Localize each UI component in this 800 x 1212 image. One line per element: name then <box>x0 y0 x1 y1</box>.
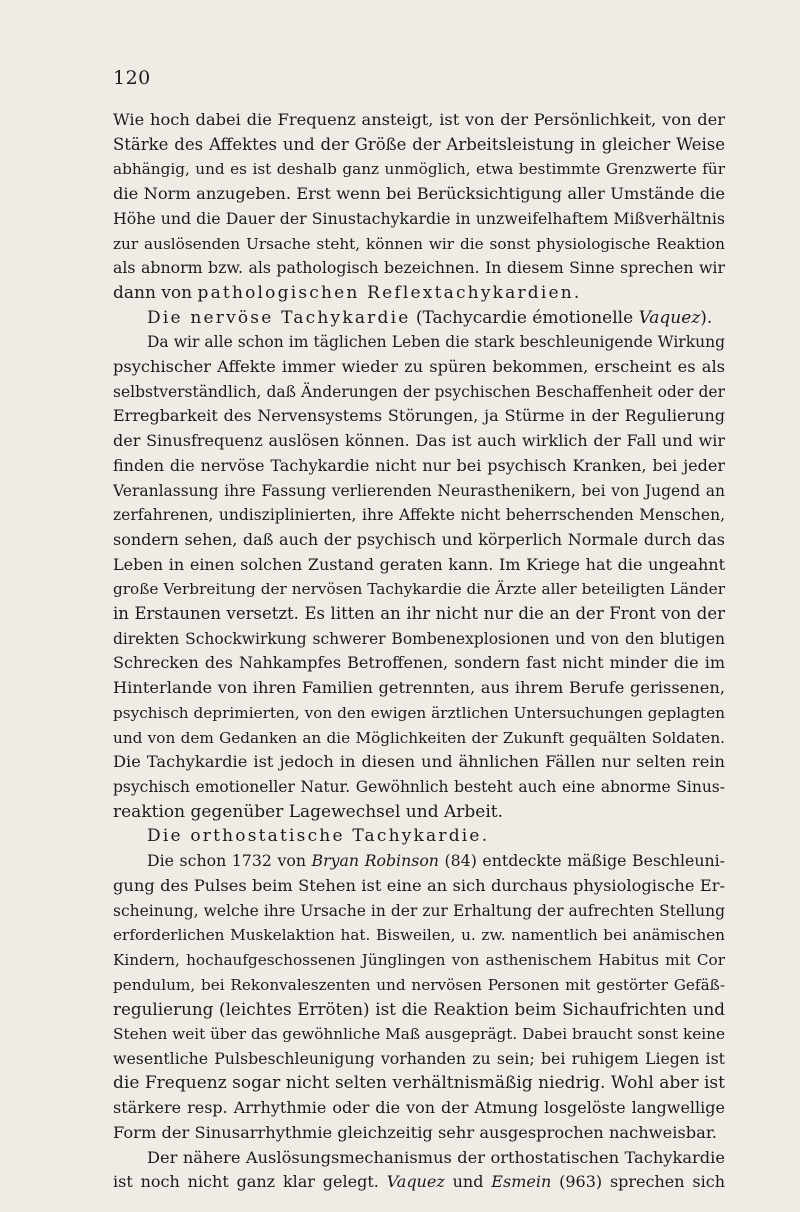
text-line: Stehen weit über das gewöhnliche Maß ausgeprägt. Dabei braucht sonst keine <box>113 1025 725 1044</box>
text-line: die Frequenz sogar nicht selten verhältnismäßig niedrig. Wohl aber ist <box>113 1073 725 1094</box>
text-line: Wie hoch dabei die Frequenz ansteigt, ist von der Persönlichkeit, von der <box>113 110 725 129</box>
page-number: 120 <box>113 67 151 89</box>
text-line: Veranlassung ihre Fassung verlierenden Neurasthenikern, bei von Jugend an <box>113 481 725 500</box>
text-line: gung des Pulses beim Stehen ist eine an sich durchaus physiologische Er- <box>113 875 725 895</box>
text-line: Hinterlande von ihren Familien getrennten, aus ihrem Berufe gerissenen, <box>113 678 725 698</box>
text-line: als abnorm bzw. als pathologisch bezeichnen. In diesem Sinne sprechen wir <box>113 258 725 278</box>
section-heading-orthostatic-tachycardia: Die orthostatische Tachykardie. <box>147 826 488 847</box>
text-line: psychisch emotioneller Natur. Gewöhnlich besteht auch eine abnorme Sinus- <box>113 777 725 796</box>
section-heading-nervous-tachycardia: Die nervöse Tachykardie (Tachycardie émotionelle Vaquez). <box>147 307 713 328</box>
text-line: scheinung, welche ihre Ursache in der zur Erhaltung der aufrechten Stellung <box>113 901 725 920</box>
text-line: die Norm anzugeben. Erst wenn bei Berücksichtigung aller Umstände die <box>113 184 725 204</box>
text-line: sondern sehen, daß auch der psychisch und körperlich Normale durch das <box>113 529 725 549</box>
author-name: Esmein <box>491 1172 552 1192</box>
text-line: psychischer Affekte immer wieder zu spüren bekommen, erscheint es als <box>113 357 725 377</box>
text-line: Erregbarkeit des Nervensystems Störungen, ja Stürme in der Regulierung <box>113 406 725 426</box>
text-line: zerfahrenen, undisziplinierten, ihre Affekte nicht beherrschenden Menschen, <box>113 506 725 525</box>
text-line: Da wir alle schon im täglichen Leben die stark beschleunigende Wirkung <box>147 333 725 352</box>
text-line: abhängig, und es ist deshalb ganz unmöglich, etwa bestimmte Grenzwerte für <box>113 160 725 179</box>
text-line: selbstverständlich, daß Änderungen der psychischen Beschaffenheit oder der <box>113 382 725 401</box>
emphasized-term: pathologischen Reflextachykardien <box>197 282 574 303</box>
author-name: Bryan Robinson <box>311 851 439 871</box>
text-line: Kindern, hochaufgeschossenen Jünglingen von asthenischem Habitus mit Cor <box>113 950 725 969</box>
author-name: Vaquez <box>638 307 701 328</box>
text-line: erforderlichen Muskelaktion hat. Bisweilen, u. zw. namentlich bei anämischen <box>113 926 725 945</box>
text-line: ist noch nicht ganz klar gelegt. Vaquez und Esmein (963) sprechen sich <box>113 1172 725 1192</box>
text-line: zur auslösenden Ursache steht, können wir die sonst physiologische Reaktion <box>113 234 725 253</box>
text-line: dann von pathologischen Reflextachykardien. <box>113 282 580 303</box>
text-line: pendulum, bei Rekonvaleszenten und nervösen Personen mit gestörter Gefäß- <box>113 975 725 994</box>
text-line: finden die nervöse Tachykardie nicht nur bei psychisch Kranken, bei jeder <box>113 455 725 475</box>
text-line: große Verbreitung der nervösen Tachykardie die Ärzte aller beteiligten Länder <box>113 580 725 599</box>
text-line: Form der Sinusarrhythmie gleichzeitig sehr ausgesprochen nachweisbar. <box>113 1122 717 1142</box>
text-line: regulierung (leichtes Erröten) ist die Reaktion beim Sichaufrichten und <box>113 999 725 1020</box>
text-line: Die Tachykardie ist jedoch in diesen und ähnlichen Fällen nur selten rein <box>113 752 725 772</box>
text-line: Leben in einen solchen Zustand geraten kann. Im Kriege hat die ungeahnt <box>113 554 725 574</box>
text-line: direkten Schockwirkung schwerer Bombenexplosionen und von den blutigen <box>113 629 725 648</box>
text-line: Höhe und die Dauer der Sinustachykardie in unzweifelhaftem Mißverhältnis <box>113 208 725 228</box>
text-line: in Erstaunen versetzt. Es litten an ihr nicht nur die an der Front von der <box>113 604 725 624</box>
text-line: reaktion gegenüber Lagewechsel und Arbeit. <box>113 801 504 822</box>
body-text <box>113 108 725 1195</box>
text-line: wesentliche Pulsbeschleunigung vorhanden zu sein; bei ruhigem Liegen ist <box>113 1048 725 1068</box>
text-line: der Sinusfrequenz auslösen können. Das ist auch wirklich der Fall und wir <box>113 431 725 451</box>
text-line: Der nähere Auslösungsmechanismus der orthostatischen Tachykardie <box>147 1147 725 1167</box>
text-line: Die schon 1732 von Bryan Robinson (84) entdeckte mäßige Beschleuni- <box>147 851 725 871</box>
text-line: stärkere resp. Arrhythmie oder die von der Atmung losgelöste langwellige <box>113 1098 725 1118</box>
text-line: psychisch deprimierten, von den ewigen ärztlichen Untersuchungen geplagten <box>113 703 725 722</box>
text-line: Stärke des Affektes und der Größe der Arbeitsleistung in gleicher Weise <box>113 134 725 154</box>
text-line: Schrecken des Nahkampfes Betroffenen, sondern fast nicht minder die im <box>113 653 725 673</box>
text-line: und von dem Gedanken an die Möglichkeiten der Zukunft gequälten Soldaten. <box>113 728 725 747</box>
author-name: Vaquez <box>386 1172 445 1192</box>
